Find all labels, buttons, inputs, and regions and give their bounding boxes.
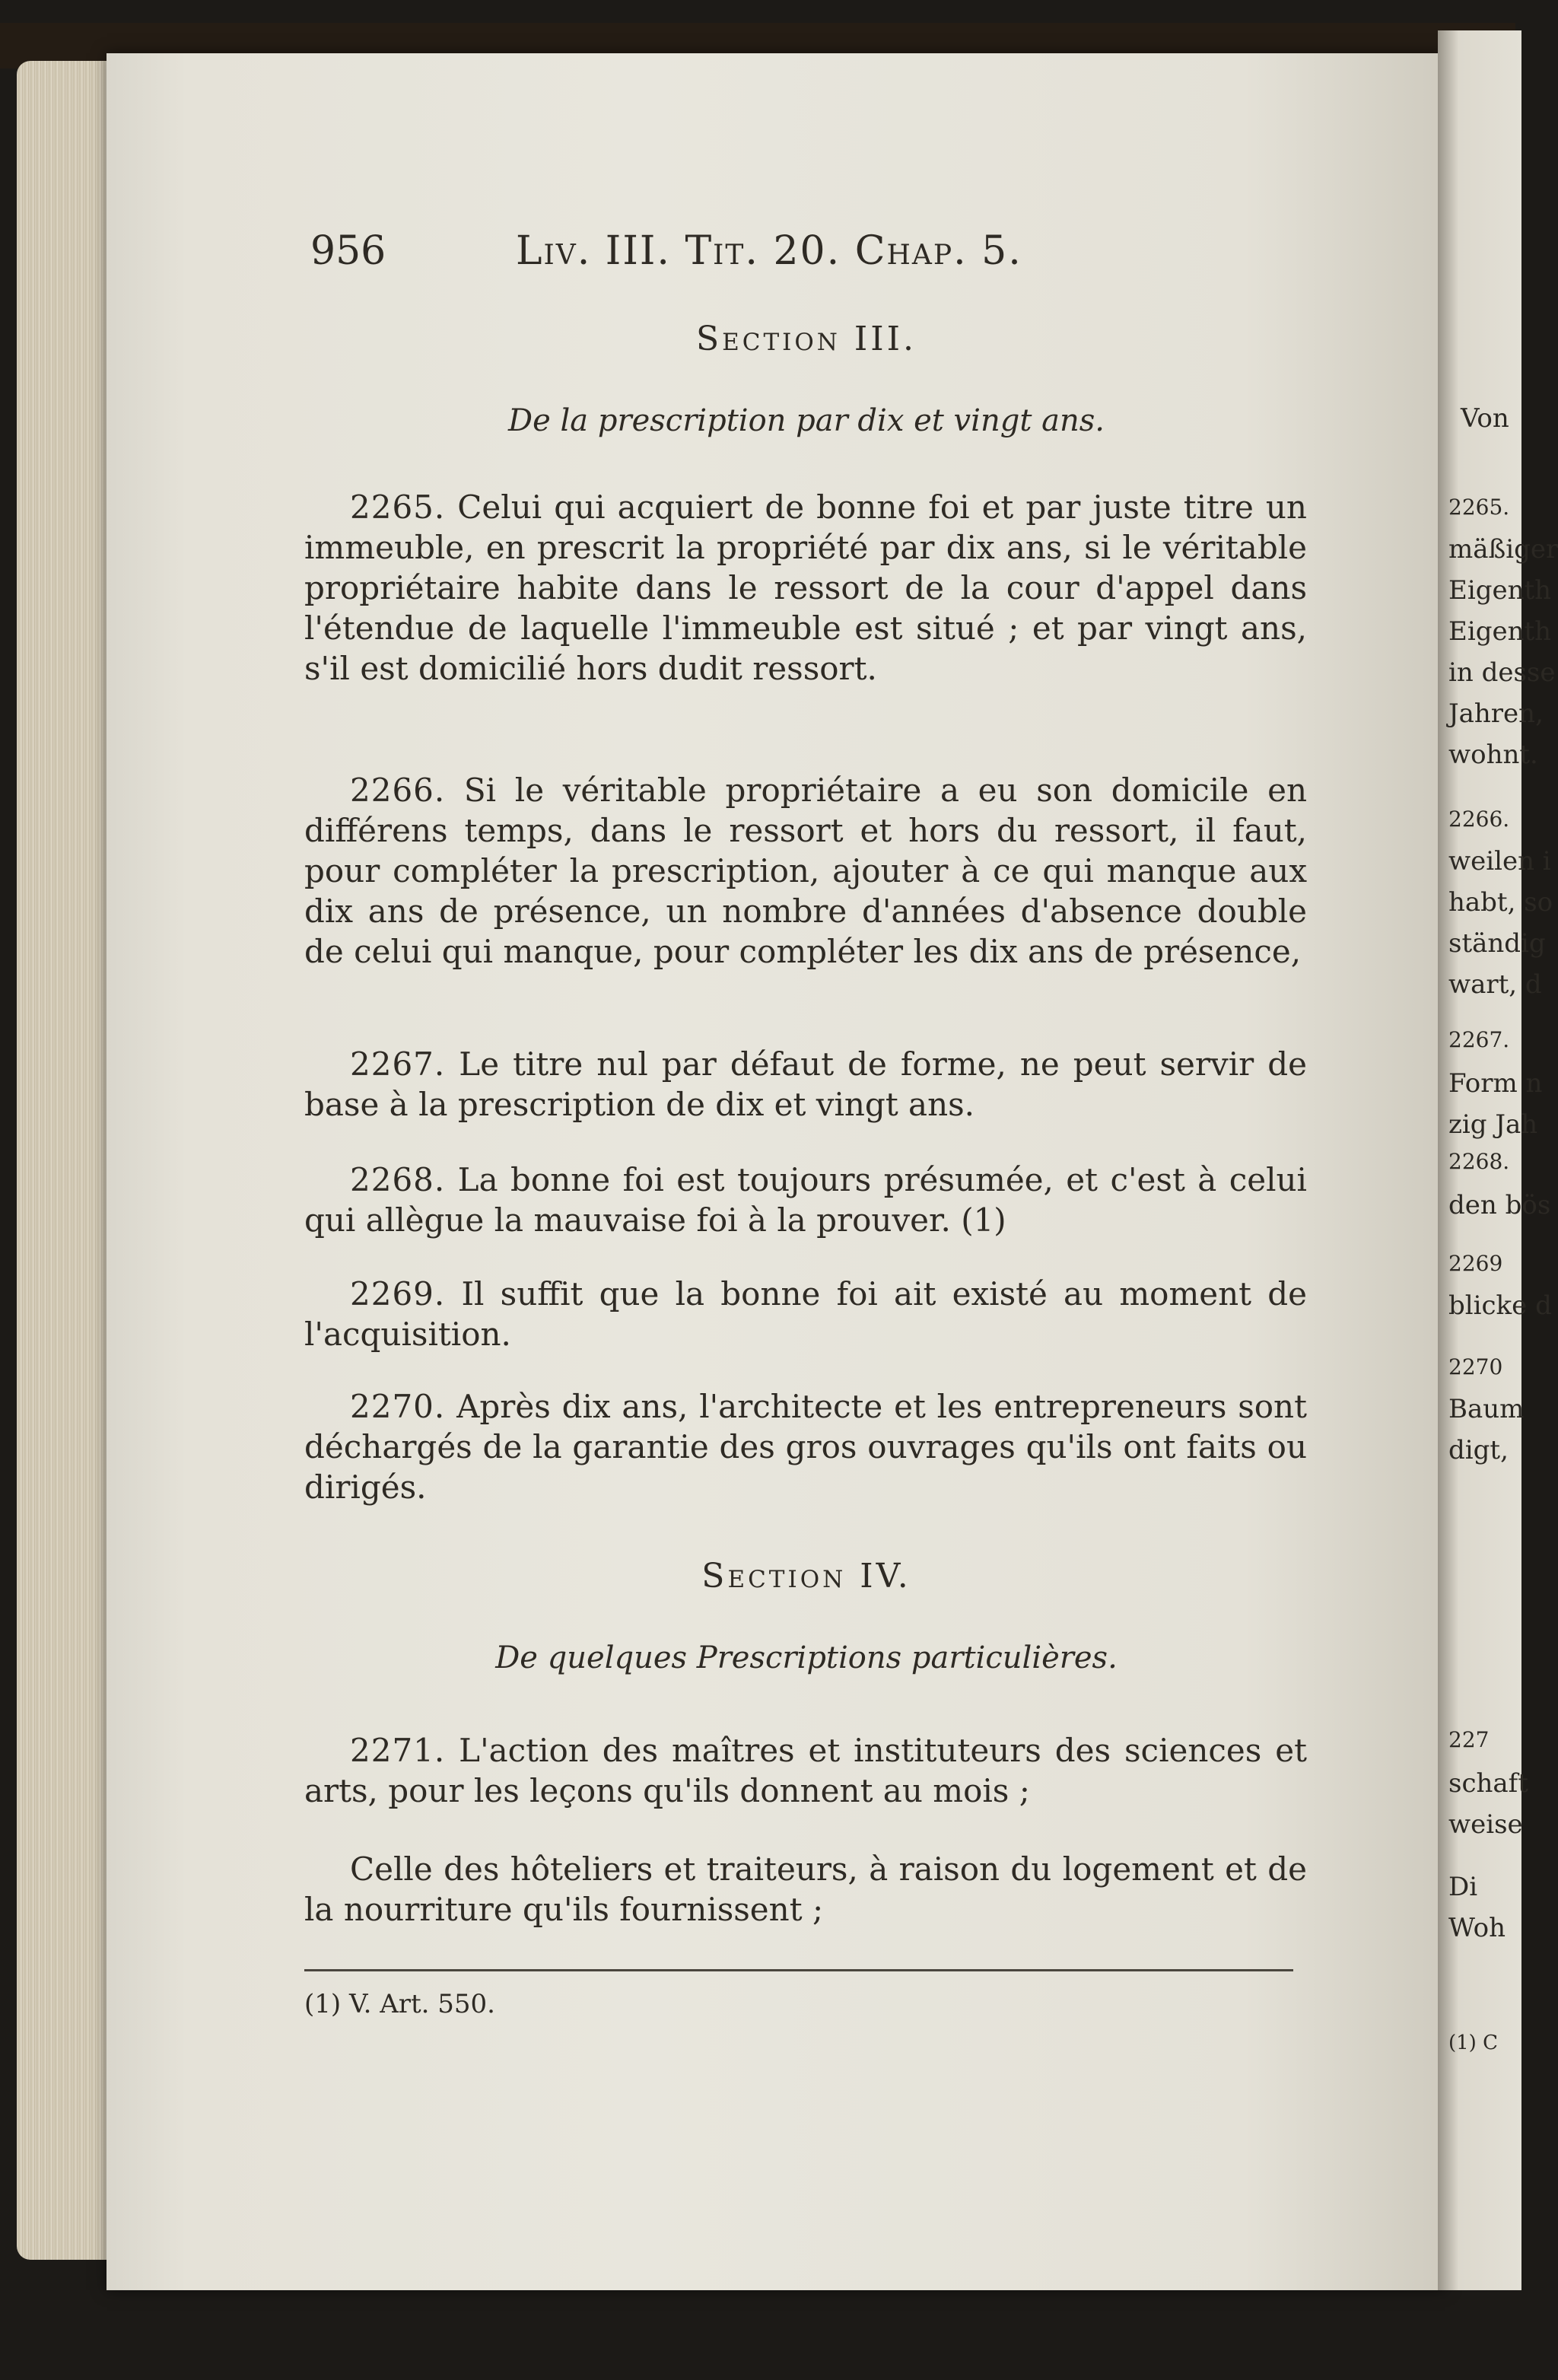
facing-fragment: wohnt. (1448, 740, 1538, 770)
article-number: 2269. (350, 1275, 446, 1312)
section-4-subtitle: De quelques Prescriptions particulières. (495, 1640, 1118, 1675)
facing-fragment: ständig (1448, 928, 1546, 959)
article-number: 2270. (350, 1388, 446, 1425)
facing-fragment: wart, d (1448, 969, 1542, 1000)
facing-fragment: 2265. (1448, 495, 1510, 520)
article-2270 (304, 1386, 1307, 1507)
facing-fragment: (1) C (1448, 2032, 1498, 2054)
article-text: Le titre nul par défaut de forme, ne peut servir de base à la prescription de dix et vingt ans. (304, 1045, 1307, 1123)
facing-page-edge (1438, 30, 1558, 2290)
facing-fragment: 2268. (1448, 1149, 1510, 1174)
facing-fragment: mäßiger (1448, 534, 1558, 565)
section-3-subtitle: De la prescription par dix et vingt ans. (508, 403, 1105, 438)
article-text: Il suffit que la bonne foi ait existé au moment de l'acquisition. (304, 1275, 1307, 1353)
article-number: 2266. (350, 772, 446, 809)
section-3-title: Section III. (695, 320, 917, 358)
article-2269 (304, 1274, 1307, 1354)
facing-fragment: 2266. (1448, 807, 1510, 832)
facing-fragment: Eigenth (1448, 575, 1552, 606)
facing-fragment: in desse (1448, 657, 1556, 688)
facing-fragment: 227 (1448, 1727, 1490, 1752)
facing-fragment: Woh (1448, 1913, 1506, 1943)
facing-fragment: weilen i (1448, 846, 1551, 877)
footnote: (1) V. Art. 550. (304, 1989, 495, 2019)
facing-fragment: 2267. (1448, 1027, 1510, 1052)
footnote-rule (304, 1969, 1293, 1971)
facing-fragment: weise (1448, 1809, 1523, 1840)
facing-fragment: Di (1448, 1872, 1478, 1902)
article-number: 2271. (350, 1732, 446, 1769)
section-4-title: Section IV. (701, 1557, 911, 1596)
article-number: 2265. (350, 488, 446, 526)
article-2271-continuation (304, 1849, 1307, 1930)
article-text: L'action des maîtres et instituteurs des sciences et arts, pour les leçons qu'ils donnent au mois ; (304, 1732, 1307, 1809)
article-text: Si le véritable propriétaire a eu son domicile en différens temps, dans le ressort et hors du ressort, il faut, pour compléter la prescription, ajouter à ce qui manque aux dix ans de présence, un nombre d'années d'absence double de celui qui manque, pour compléter les dix ans de présence, (304, 772, 1307, 970)
facing-fragment: 2269 (1448, 1251, 1503, 1276)
article-2265 (304, 487, 1307, 689)
running-header (310, 228, 1109, 282)
article-2268 (304, 1160, 1307, 1240)
facing-fragment: digt, (1448, 1435, 1509, 1465)
continuation-text: Celle des hôteliers et traiteurs, à raison du logement et de la nourriture qu'ils fournissent ; (304, 1850, 1307, 1928)
article-number: 2268. (350, 1161, 446, 1198)
article-text: Après dix ans, l'architecte et les entrepreneurs sont déchargés de la garantie des gros ouvrages qu'ils ont faits ou dirigés. (304, 1388, 1307, 1506)
facing-fragment: schaft (1448, 1768, 1528, 1799)
facing-fragment: 2270 (1448, 1354, 1503, 1379)
facing-fragment: habt, so (1448, 887, 1553, 918)
facing-fragment: den bös (1448, 1190, 1551, 1220)
facing-fragment: Von (1461, 403, 1509, 434)
facing-fragment: Eigenth (1448, 616, 1552, 647)
article-number: 2267. (350, 1045, 446, 1083)
page-number: 956 (310, 228, 386, 274)
facing-fragment: blicke d (1448, 1290, 1552, 1321)
facing-fragment: Baum (1448, 1394, 1525, 1424)
facing-fragment: Form n (1448, 1068, 1543, 1099)
article-2266 (304, 770, 1307, 972)
article-2271 (304, 1730, 1307, 1811)
article-text: Celui qui acquiert de bonne foi et par juste titre un immeuble, en prescrit la propriété par dix ans, si le véritable propriétaire habite dans le ressort de la cour d'appel dans l'étendue de laquelle l'immeuble est situé ; et par vingt ans, s'il est domicilié hors dudit ressort. (304, 488, 1307, 687)
facing-fragment: Jahren, (1448, 698, 1544, 729)
facing-fragment: zig Jah (1448, 1109, 1538, 1140)
running-title: Liv. III. Tit. 20. Chap. 5. (516, 228, 1022, 274)
article-text: La bonne foi est toujours présumée, et c'est à celui qui allègue la mauvaise foi à la prouver. (1) (304, 1161, 1307, 1239)
article-2267 (304, 1044, 1307, 1125)
